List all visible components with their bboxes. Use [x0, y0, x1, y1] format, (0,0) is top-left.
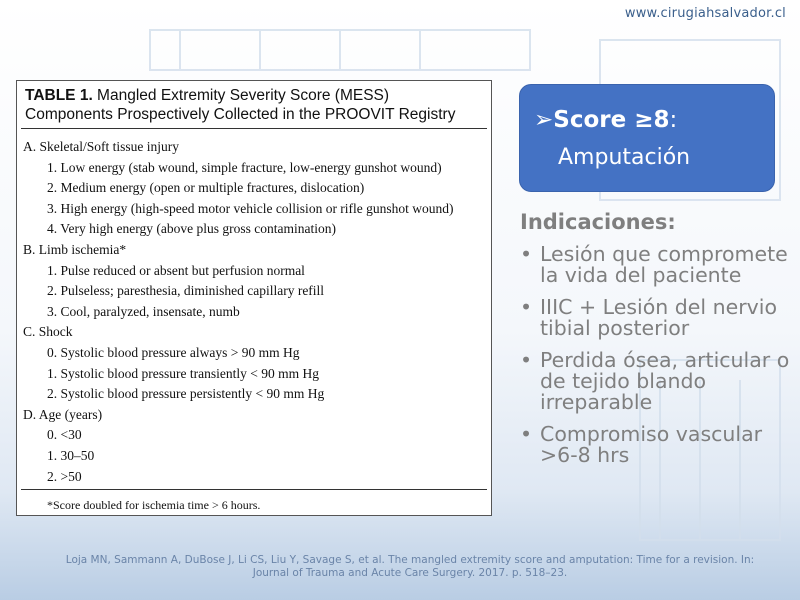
table-rows — [23, 137, 489, 487]
indication-text: IIIC + Lesión del nervio tibial posterior — [540, 295, 778, 340]
table-title-label: TABLE 1. — [25, 87, 93, 104]
indication-text: Lesión que compromete la vida del paciente — [540, 242, 788, 287]
indication-item — [520, 244, 790, 286]
indications-list — [520, 244, 790, 477]
table-section-row: B. Limb ischemia* — [23, 241, 127, 257]
bullet-icon: • — [520, 242, 533, 266]
bullet-icon: • — [520, 348, 533, 372]
table-item-row: 2. >50 — [47, 468, 82, 484]
table-item-row: 1. 30–50 — [47, 447, 95, 463]
bullet-icon: • — [520, 422, 533, 446]
table-section-row: A. Skeletal/Soft tissue injury — [23, 139, 179, 154]
score-colon: : — [669, 107, 678, 133]
table-item-row: 2. Pulseless; paresthesia, diminished capillary refill — [47, 283, 325, 299]
indication-item — [520, 350, 790, 413]
table-item-row: 3. High energy (high-speed motor vehicle collision or rifle gunshot wound) — [47, 200, 454, 216]
site-url[interactable]: www.cirugiahsalvador.cl — [624, 6, 786, 21]
table-item-row: 0. <30 — [47, 427, 82, 443]
indication-item — [520, 297, 790, 339]
table-footnote: *Score doubled for ischemia time > 6 hours. — [47, 498, 261, 512]
table-item-row: 2. Medium energy (open or multiple fractures, dislocation) — [47, 180, 365, 196]
indication-item — [520, 424, 790, 466]
mess-table — [16, 80, 492, 516]
arrow-bullet-icon: ➢ — [534, 107, 554, 133]
table-top-rule — [21, 128, 487, 129]
table-section-row: C. Shock — [23, 324, 73, 340]
table-item-row: 0. Systolic blood pressure always > 90 mm Hg — [47, 344, 300, 360]
indications-heading: Indicaciones: — [520, 210, 676, 234]
table-bottom-rule — [21, 489, 487, 490]
table-item-row: 1. Low energy (stab wound, simple fracture, low-energy gunshot wound) — [47, 159, 442, 175]
score-label: Score ≥8 — [553, 107, 670, 133]
table-title-text: Mangled Extremity Severity Score (MESS) — [92, 87, 390, 104]
indication-text: Compromiso vascular >6-8 hrs — [540, 422, 763, 467]
table-item-row: 4. Very high energy (above plus gross contamination) — [47, 221, 336, 237]
table-title — [25, 86, 485, 124]
table-item-row: 3. Cool, paralyzed, insensate, numb — [47, 303, 240, 319]
score-result: Amputación — [558, 145, 691, 170]
table-section-row: D. Age (years) — [23, 406, 103, 422]
table-item-row: 1. Systolic blood pressure transiently < 90 mm Hg — [47, 365, 319, 381]
indication-text: Perdida ósea, articular o de tejido blando irreparable — [540, 348, 790, 414]
table-item-row: 2. Systolic blood pressure persistently < 90 mm Hg — [47, 386, 325, 402]
bullet-icon: • — [520, 295, 533, 319]
score-callout — [519, 84, 775, 192]
score-line — [534, 107, 677, 133]
table-item-row: 1. Pulse reduced or absent but perfusion normal — [47, 262, 305, 278]
table-title-line2: Components Prospectively Collected in the PROOVIT Registry — [25, 106, 456, 123]
citation: Loja MN, Sammann A, DuBose J, Li CS, Liu Y, Savage S, et al. The mangled extremity score and amputation: Time for a revision. In: Journal of Trauma and Acute Care Surgery. 2017. p. 518–23. — [65, 554, 755, 579]
